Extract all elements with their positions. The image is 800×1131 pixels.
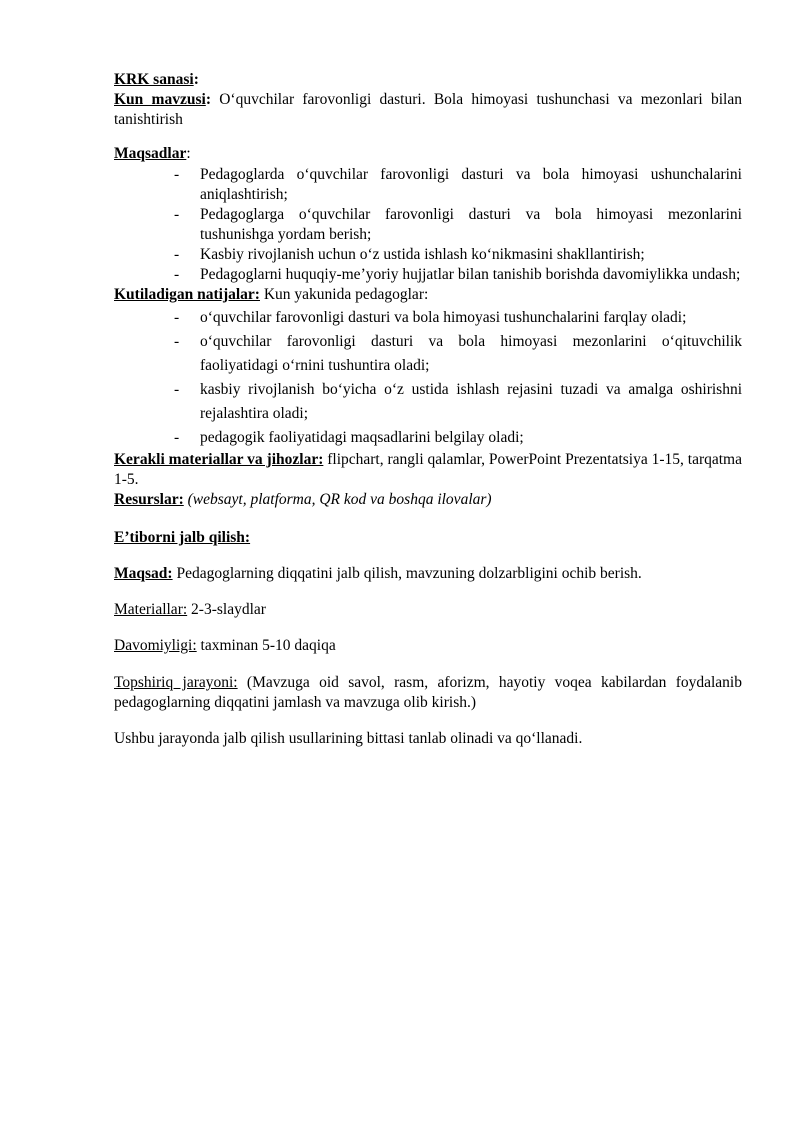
- goals-list: [114, 165, 742, 286]
- goals-heading-line: [114, 144, 742, 164]
- attention-task-text: (Mavzuga oid savol, rasm, aforizm, hayotiy voqea kabilardan foydalanib pedagoglarning diqqatini jamlash va mavzuga olib kirish.): [114, 673, 742, 711]
- document-body: [114, 70, 742, 749]
- topic-label: Kun mavzusi: [114, 91, 206, 109]
- krk-date-line: [114, 70, 742, 90]
- attention-materials-label: Materiallar:: [114, 601, 188, 619]
- list-item: - Pedagoglarda o‘quvchilar farovonligi dasturi va bola himoyasi ushunchalarini aniqlashtirish;: [174, 165, 742, 205]
- attention-materials-text: 2-3-slaydlar: [187, 601, 266, 619]
- attention-goal-block: [114, 564, 742, 584]
- attention-heading-text: E’tiborni jalb qilish:: [114, 529, 251, 547]
- attention-duration-block: [114, 636, 742, 656]
- materials-text: flipchart, rangli qalamlar, PowerPoint Prezentatsiya 1-15, tarqatma 1-5.: [114, 450, 742, 488]
- topic-paragraph: [114, 90, 742, 130]
- list-item: - pedagogik faoliyatidagi maqsadlarini belgilay oladi;: [174, 426, 742, 450]
- list-item: - o‘quvchilar farovonligi dasturi va bola himoyasi mezonlarini o‘qituvchilik faoliyatidagi o‘rnini tushuntira oladi;: [174, 330, 742, 378]
- materials-paragraph: [114, 450, 742, 490]
- attention-duration-text: taxminan 5-10 daqiqa: [196, 637, 336, 655]
- list-item: - Pedagoglarga o‘quvchilar farovonligi dasturi va bola himoyasi mezonlarini tushunishga yordam berish;: [174, 205, 742, 245]
- krk-date-label: KRK sanasi: [114, 71, 194, 88]
- materials-label: Kerakli materiallar va jihozlar:: [114, 450, 324, 468]
- attention-materials-block: [114, 600, 742, 620]
- krk-date-colon: :: [193, 71, 199, 88]
- list-item: - o‘quvchilar farovonligi dasturi va bola himoyasi tushunchalarini farqlay oladi;: [174, 306, 742, 330]
- goals-colon: :: [186, 145, 191, 163]
- attention-heading: [114, 528, 742, 548]
- list-item: - Pedagoglarni huquqiy-me’yoriy hujjatlar bilan tanishib borishda davomiylikka undash;: [174, 265, 742, 285]
- attention-duration-label: Davomiyligi:: [114, 637, 197, 655]
- attention-closing-text: Ushbu jarayonda jalb qilish usullarining bittasi tanlab olinadi va qo‘llanadi.: [114, 729, 583, 747]
- attention-goal-text: Pedagoglarning diqqatini jalb qilish, mavzuning dolzarbligini ochib berish.: [172, 565, 642, 583]
- resources-label: Resurslar:: [114, 490, 184, 508]
- expected-results-label: Kutiladigan natijalar:: [114, 286, 260, 304]
- list-item: - Kasbiy rivojlanish uchun o‘z ustida ishlash ko‘nikmasini shakllantirish;: [174, 245, 742, 265]
- spacer-before-attention: [114, 510, 742, 528]
- expected-results-intro: Kun yakunida pedagoglar:: [259, 286, 429, 304]
- attention-task-block: [114, 673, 742, 713]
- attention-goal-label: Maqsad:: [114, 565, 173, 583]
- expected-results-list: [114, 306, 742, 450]
- spacer-after-topic: [114, 130, 742, 144]
- list-item: - kasbiy rivojlanish bo‘yicha o‘z ustida ishlash rejasini tuzadi va amalga oshirishni rejalashtira oladi;: [174, 378, 742, 426]
- attention-task-label: Topshiriq jarayoni:: [114, 673, 238, 691]
- resources-paragraph: [114, 490, 742, 510]
- topic-colon: :: [205, 91, 211, 109]
- attention-closing-block: [114, 729, 742, 749]
- topic-text: O‘quvchilar farovonligi dasturi. Bola himoyasi tushunchasi va mezonlari bilan tanishtirish: [114, 91, 742, 129]
- goals-label: Maqsadlar: [114, 145, 187, 163]
- resources-text: (websayt, platforma, QR kod va boshqa ilovalar): [183, 490, 492, 508]
- expected-results-heading-line: [114, 285, 742, 305]
